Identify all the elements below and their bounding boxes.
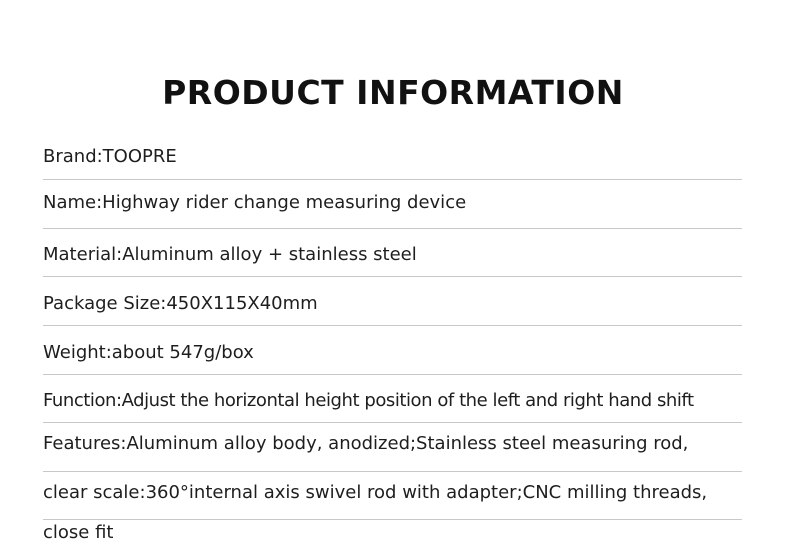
brand-line: Brand:TOOPRE	[43, 146, 177, 167]
features-line-end: close fit	[43, 522, 114, 543]
features-line-continued: clear scale:360°internal axis swivel rod with adapter;CNC milling threads,	[43, 482, 708, 503]
features-line: Features:Aluminum alloy body, anodized;Stainless steel measuring rod,	[43, 433, 689, 454]
divider	[43, 471, 742, 472]
package-size-line: Package Size:450X115X40mm	[43, 293, 318, 314]
divider	[43, 276, 742, 277]
divider	[43, 228, 742, 229]
function-line: Function:Adjust the horizontal height position of the left and right hand shift	[43, 390, 694, 411]
weight-line: Weight:about 547g/box	[43, 342, 254, 363]
divider	[43, 422, 742, 423]
divider	[43, 374, 742, 375]
material-line: Material:Aluminum alloy + stainless steel	[43, 244, 417, 265]
divider	[43, 179, 742, 180]
page-title: PRODUCT INFORMATION	[162, 73, 624, 112]
name-line: Name:Highway rider change measuring device	[43, 192, 467, 213]
divider	[43, 325, 742, 326]
divider	[43, 519, 742, 520]
